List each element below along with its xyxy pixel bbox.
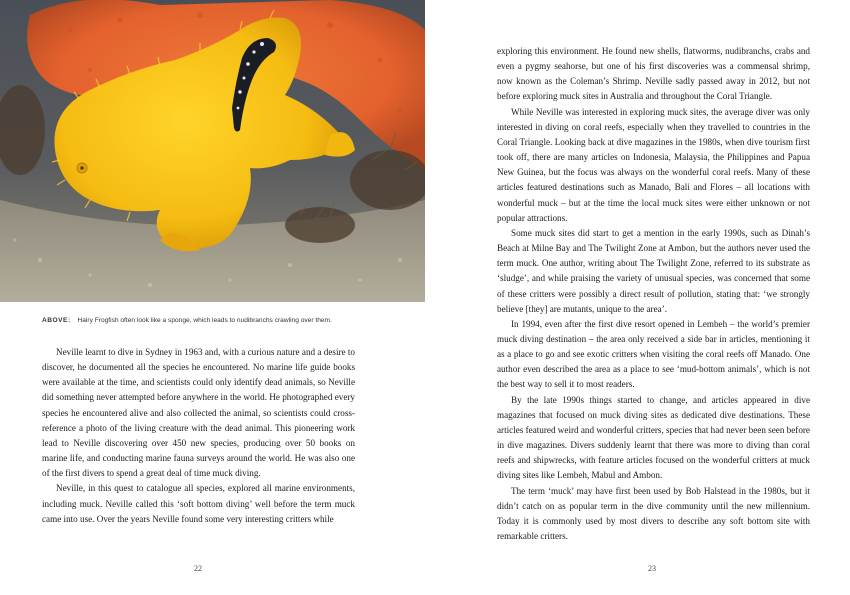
paragraph: By the late 1990s things started to change, and articles appeared in dive magazines that focused on muck diving sites as dedicated dive destinations. These articles featured weird and wonderful critters, species that had never been seen before in dive magazines. Divers suddenly learnt that there was more to diving than coral reefs and shipwrecks, with feature articles focused on the wonderful critters at muck diving sites like Lembeh, Mabul and Ambon. xyxy=(497,394,810,481)
right-page xyxy=(425,0,850,595)
left-text-column xyxy=(42,345,355,527)
page-number: 22 xyxy=(194,564,202,573)
caption-label: ABOVE: xyxy=(42,317,71,324)
caption-text: Hairy Frogfish often look like a sponge, which leads to nudibranchs crawling over them. xyxy=(77,317,332,324)
paragraph: While Neville was interested in exploring muck sites, the average diver was only interested in diving on coral reefs, especially when they travelled to countries in the Coral Triangle. Looking back at dive magazines in the 1980s, when dive tourism first took off, there are many articles on Indonesia, Malaysia, the Philippines and Papua New Guinea, but the focus was always on the wonderful coral reefs. Many of these articles featured destinations such as Manado, Bali and Flores – all locations with wonderful muck – but at the time the local muck sites were either unknown or not popular attractions. xyxy=(497,106,810,223)
paragraph: Some muck sites did start to get a mention in the early 1990s, such as Dinah’s Beach at Milne Bay and The Twilight Zone at Ambon, but the authors never used the term muck. One author, writing about The Twilight Zone, referred to its substrate as ‘sludge’, and while praising the variety of unusual species, was concerned that some of these critters were possibly a direct result of pollution, stating that: ‘we strongly believe [they] are mutants, unique to the area’. xyxy=(497,227,810,314)
paragraph: The term ‘muck’ may have first been used by Bob Halstead in the 1980s, but it didn’t catch on as popular term in the dive community until the new millennium. Today it is commonly used by most divers to describe any soft bottom site with remarkable critters. xyxy=(497,485,810,541)
frogfish-photo xyxy=(0,0,425,302)
paragraph: exploring this environment. He found new shells, flatworms, nudibranchs, crabs and even a pygmy seahorse, but one of his first discoveries was a commensal shrimp, now known as the Coleman’s Shrimp. Neville sadly passed away in 2012, but not before exploring muck sites in Australia and throughout the Coral Triangle. xyxy=(497,46,810,102)
right-text-column xyxy=(497,44,810,544)
paragraph: In 1994, even after the first dive resort opened in Lembeh – the world’s premier muck diving destination – the area only received a side bar in articles, mentioning it as a place to go and see exotic critters when visiting the coral reefs off Manado. One author even described the area as a place to see ‘mud-bottom animals’, which is not the best way to sell it to most readers. xyxy=(497,318,810,390)
paragraph: Neville, in this quest to catalogue all species, explored all marine environments, including muck. Neville called this ‘soft bottom diving’ well before the term muck came into use. Over the years Neville found some very interesting critters while xyxy=(42,483,355,524)
photo-caption xyxy=(42,317,402,324)
paragraph: Neville learnt to dive in Sydney in 1963 and, with a curious nature and a desire to discover, he documented all the species he encountered. No marine life guide books were available at the time, and scientists could only identify dead animals, so Neville did something never attempted before anywhere in the world. He photographed every species he encountered alive and also collected the animal, so scientists could cross-reference a photo of the living creature with the dead animal. This pioneering work lead to Neville discovering over 450 new species, producing over 50 books on marine life, and conducting marine fauna surveys around the world. He was also one of the first divers to spend a great deal of time muck diving. xyxy=(42,347,355,479)
page-number: 23 xyxy=(648,564,656,573)
